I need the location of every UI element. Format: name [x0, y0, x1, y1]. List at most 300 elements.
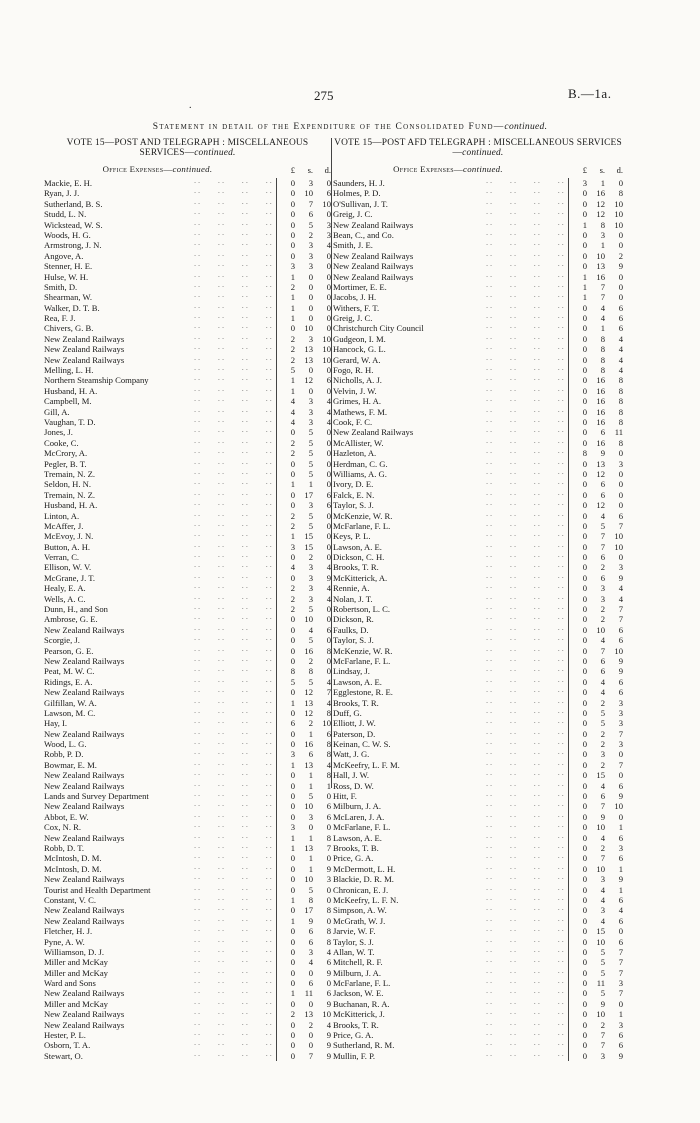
office-expenses-continued: continued.: [462, 164, 503, 174]
expense-row: [44, 375, 331, 385]
payee-cell: [44, 427, 276, 437]
amount-cell: [568, 500, 623, 510]
payee-name: McKeefry, L. F. N.: [333, 895, 401, 905]
expense-row: [333, 313, 623, 323]
amount-cell: [276, 469, 331, 479]
pence-value: 4: [326, 562, 331, 573]
shillings-header: s.: [599, 165, 605, 175]
shillings-value: 16: [596, 385, 605, 396]
expense-row: [44, 791, 331, 801]
amount-cell: [568, 552, 623, 562]
pence-value: 0: [326, 915, 331, 926]
pounds-value: 0: [582, 229, 587, 240]
payee-cell: [333, 833, 568, 843]
payee-cell: [44, 272, 276, 282]
amount-cell: [568, 230, 623, 240]
pounds-value: 4: [290, 562, 295, 573]
amount-cell: [568, 708, 623, 718]
vote-heading-continued: continued.: [194, 148, 236, 158]
pence-value: 0: [326, 261, 331, 272]
payee-cell: [333, 978, 568, 988]
shillings-value: 4: [600, 510, 605, 521]
shillings-value: 1: [600, 178, 605, 188]
shillings-value: 3: [308, 406, 313, 417]
expense-row: [44, 729, 331, 739]
amount-cell: [568, 490, 623, 500]
pounds-value: 6: [290, 718, 295, 729]
shillings-value: 3: [600, 1050, 605, 1061]
pence-value: 0: [326, 614, 331, 625]
amount-cell: [276, 729, 331, 739]
payee-name: Hester, P. L.: [44, 1030, 89, 1040]
pounds-value: 1: [290, 385, 295, 396]
pence-value: 0: [618, 770, 623, 781]
shillings-value: 5: [308, 458, 313, 469]
pounds-value: 0: [582, 697, 587, 708]
expense-row: [333, 864, 623, 874]
pounds-value: 8: [582, 448, 587, 459]
pounds-value: 0: [582, 822, 587, 833]
amount-cell: [276, 511, 331, 521]
payee-name: Nicholls, A. J.: [333, 375, 385, 385]
pounds-value: 4: [290, 396, 295, 407]
shillings-value: 3: [600, 749, 605, 760]
expense-row: [44, 594, 331, 604]
amount-cell: [276, 220, 331, 230]
expense-row: [44, 646, 331, 656]
expense-row: [44, 916, 331, 926]
expense-row: [44, 968, 331, 978]
pence-value: 9: [618, 791, 623, 802]
shillings-value: 5: [600, 967, 605, 978]
payee-name: Mullin, F. P.: [333, 1051, 378, 1061]
payee-name: McFarlane, F. L.: [333, 521, 393, 531]
shillings-value: 2: [308, 718, 313, 729]
expense-row: [44, 947, 331, 957]
shillings-value: 5: [308, 635, 313, 646]
amount-cell: [568, 874, 623, 884]
pence-value: 0: [326, 178, 331, 188]
shillings-value: 8: [308, 894, 313, 905]
amount-cell: [276, 1040, 331, 1050]
amount-cell: [568, 916, 623, 926]
shillings-value: 0: [308, 292, 313, 303]
pounds-value: 0: [290, 635, 295, 646]
expense-row: [333, 583, 623, 593]
shillings-value: 0: [308, 967, 313, 978]
pounds-value: 0: [290, 853, 295, 864]
payee-name: Fogo, R. H.: [333, 365, 376, 375]
expense-row: [44, 957, 331, 967]
pounds-value: 0: [290, 946, 295, 957]
pounds-value: 0: [582, 416, 587, 427]
payee-cell: [333, 895, 568, 905]
shillings-value: 13: [596, 458, 605, 469]
expense-row: [333, 843, 623, 853]
payee-cell: [333, 220, 568, 230]
payee-cell: [44, 1040, 276, 1050]
shillings-value: 5: [600, 707, 605, 718]
shillings-value: 16: [596, 396, 605, 407]
margin-mark: .: [189, 100, 192, 111]
payee-cell: [333, 770, 568, 780]
payee-cell: [44, 687, 276, 697]
pence-value: 6: [618, 676, 623, 687]
payee-cell: [44, 500, 276, 510]
expense-row: [44, 833, 331, 843]
shillings-value: 1: [308, 479, 313, 490]
expense-row: [44, 677, 331, 687]
shillings-value: 8: [600, 354, 605, 365]
pounds-value: 0: [582, 666, 587, 677]
shillings-value: 2: [600, 697, 605, 708]
amount-cell: [568, 968, 623, 978]
expense-row: [333, 396, 623, 406]
amount-cell: [568, 386, 623, 396]
payee-name: Husband, H. A.: [44, 500, 100, 510]
expense-row: [44, 386, 331, 396]
statement-title-text: Statement in detail of the Expenditure of the Consolidated Fund—: [152, 122, 505, 132]
expense-row: [44, 396, 331, 406]
pence-value: 6: [618, 780, 623, 791]
payee-name: Jackson, W. E.: [333, 988, 386, 998]
amount-cell: [276, 188, 331, 198]
pounds-value: 0: [290, 728, 295, 739]
expense-row: [333, 895, 623, 905]
amount-cell: [276, 500, 331, 510]
pence-value: 0: [326, 884, 331, 895]
payee-cell: [44, 895, 276, 905]
pounds-value: 0: [290, 957, 295, 968]
payee-name: Jacobs, J. H.: [333, 292, 379, 302]
payee-name: Christchurch City Council: [333, 323, 427, 333]
payee-name: New Zealand Railways: [44, 687, 127, 697]
payee-name: McFarlane, F. L.: [333, 822, 393, 832]
amount-cell: [276, 375, 331, 385]
expense-row: [44, 905, 331, 915]
payee-name: Jones, J.: [44, 427, 76, 437]
amount-cell: [568, 957, 623, 967]
pounds-value: 0: [582, 333, 587, 344]
pence-value: 10: [614, 209, 623, 220]
shillings-value: 5: [600, 946, 605, 957]
pence-value: 4: [326, 697, 331, 708]
amount-cell: [568, 282, 623, 292]
expense-row: [333, 209, 623, 219]
amount-cell: [568, 261, 623, 271]
payee-name: Bowmar, E. M.: [44, 760, 100, 770]
pence-value: 8: [618, 375, 623, 386]
pounds-value: 1: [290, 313, 295, 324]
payee-cell: [333, 562, 568, 572]
pence-value: 0: [618, 448, 623, 459]
pence-value: 4: [618, 333, 623, 344]
shillings-value: 5: [308, 791, 313, 802]
payee-cell: [44, 822, 276, 832]
statement-title: [0, 122, 700, 132]
payee-name: New Zealand Railways: [44, 625, 127, 635]
amount-cell: [568, 542, 623, 552]
pounds-value: 0: [582, 936, 587, 947]
payee-name: McKenzie, W. R.: [333, 646, 395, 656]
pence-value: 6: [326, 801, 331, 812]
payee-name: New Zealand Railways: [44, 801, 127, 811]
shillings-value: 17: [304, 489, 313, 500]
payee-name: Wood, L. G.: [44, 739, 90, 749]
pence-value: 6: [618, 635, 623, 646]
shillings-value: 7: [600, 1030, 605, 1041]
expense-row: [333, 801, 623, 811]
shillings-value: 4: [600, 313, 605, 324]
pounds-value: 2: [290, 510, 295, 521]
pounds-value: 2: [290, 1009, 295, 1020]
pounds-value: 2: [290, 281, 295, 292]
expense-row: [333, 344, 623, 354]
payee-cell: [333, 604, 568, 614]
pence-value: 9: [618, 874, 623, 885]
office-expenses-text: Office Expenses—: [393, 164, 463, 174]
pence-value: 1: [618, 884, 623, 895]
amount-cell: [568, 272, 623, 282]
pence-value: 6: [618, 510, 623, 521]
payee-cell: [333, 272, 568, 282]
expense-row: [44, 500, 331, 510]
payee-name: Gilfillan, W. A.: [44, 698, 100, 708]
expense-row: [333, 417, 623, 427]
pounds-value: 1: [582, 292, 587, 303]
pounds-value: 0: [290, 219, 295, 230]
payee-cell: [333, 375, 568, 385]
payee-cell: [44, 853, 276, 863]
payee-name: McFarlane, F. L.: [333, 656, 393, 666]
expense-row: [44, 1051, 331, 1061]
shillings-value: 10: [596, 250, 605, 261]
payee-cell: [44, 438, 276, 448]
pence-value: 0: [326, 437, 331, 448]
shillings-value: 12: [596, 198, 605, 209]
shillings-value: 2: [600, 728, 605, 739]
pounds-value: 1: [290, 843, 295, 853]
pounds-value: 0: [582, 749, 587, 760]
payee-cell: [333, 292, 568, 302]
pence-value: 11: [614, 427, 623, 438]
pounds-value: 0: [582, 843, 587, 853]
amount-cell: [276, 739, 331, 749]
payee-name: Seldon, H. N.: [44, 479, 94, 489]
shillings-value: 5: [600, 520, 605, 531]
pence-value: 7: [618, 967, 623, 978]
amount-cell: [568, 988, 623, 998]
payee-cell: [44, 344, 276, 354]
pence-value: 8: [618, 396, 623, 407]
pounds-value: 0: [582, 770, 587, 781]
pounds-value: 0: [582, 437, 587, 448]
expense-row: [44, 937, 331, 947]
pence-value: 0: [326, 791, 331, 802]
payee-cell: [333, 1030, 568, 1040]
shillings-value: 9: [600, 811, 605, 822]
shillings-value: 3: [600, 583, 605, 594]
payee-cell: [333, 500, 568, 510]
amount-cell: [568, 1040, 623, 1050]
amount-cell: [276, 947, 331, 957]
payee-cell: [333, 251, 568, 261]
amount-cell: [568, 188, 623, 198]
pence-value: 6: [326, 375, 331, 386]
pence-value: 0: [326, 302, 331, 313]
pence-value: 8: [326, 707, 331, 718]
amount-cell: [568, 355, 623, 365]
shillings-value: 4: [600, 635, 605, 646]
payee-cell: [44, 635, 276, 645]
shillings-value: 10: [304, 801, 313, 812]
amount-cell: [568, 365, 623, 375]
shillings-value: 10: [304, 188, 313, 199]
shillings-value: 8: [600, 333, 605, 344]
payee-name: Gill, A.: [44, 407, 73, 417]
shillings-value: 4: [600, 780, 605, 791]
pounds-value: 0: [582, 385, 587, 396]
office-expenses-heading: [44, 164, 271, 174]
shillings-value: 15: [596, 770, 605, 781]
amount-cell: [568, 199, 623, 209]
payee-name: Hazleton, A.: [333, 448, 379, 458]
payee-name: Saunders, H. J.: [333, 178, 388, 188]
shillings-value: 11: [596, 978, 605, 989]
shillings-value: 5: [308, 219, 313, 230]
expense-row: [44, 718, 331, 728]
shillings-value: 8: [308, 666, 313, 677]
payee-cell: [333, 968, 568, 978]
column-divider: [331, 138, 332, 788]
amount-cell: [276, 968, 331, 978]
pounds-value: 0: [582, 593, 587, 604]
expense-row: [44, 427, 331, 437]
pence-value: 0: [618, 749, 623, 760]
pence-value: 6: [618, 313, 623, 324]
pence-value: 10: [322, 354, 331, 365]
pence-value: 0: [618, 468, 623, 479]
payee-cell: [44, 812, 276, 822]
amount-cell: [276, 999, 331, 1009]
pence-value: 0: [326, 209, 331, 220]
shillings-value: 2: [600, 759, 605, 770]
pounds-value: 0: [290, 198, 295, 209]
payee-cell: [333, 1020, 568, 1030]
expense-row: [333, 760, 623, 770]
pounds-value: 0: [290, 998, 295, 1009]
amount-cell: [276, 978, 331, 988]
pounds-value: 0: [582, 884, 587, 895]
payee-cell: [44, 209, 276, 219]
payee-cell: [44, 885, 276, 895]
shillings-value: 1: [308, 863, 313, 874]
pence-value: 8: [326, 926, 331, 937]
pence-value: 6: [618, 1030, 623, 1041]
expense-row: [44, 895, 331, 905]
amount-cell: [568, 791, 623, 801]
amount-cell: [276, 1030, 331, 1040]
payee-name: Taylor, S. J.: [333, 635, 377, 645]
payee-cell: [44, 594, 276, 604]
pounds-value: 0: [290, 791, 295, 802]
expense-row: [44, 251, 331, 261]
payee-cell: [44, 1051, 276, 1061]
payee-cell: [44, 417, 276, 427]
amount-cell: [276, 521, 331, 531]
payee-cell: [333, 999, 568, 1009]
payee-name: Taylor, S. J.: [333, 500, 377, 510]
payee-name: Linton, A.: [44, 511, 82, 521]
payee-cell: [333, 916, 568, 926]
pounds-value: 0: [582, 791, 587, 802]
pounds-value: 0: [582, 302, 587, 313]
pounds-value: 0: [290, 780, 295, 791]
payee-name: Smith, D.: [44, 282, 80, 292]
pence-value: 0: [326, 978, 331, 989]
pence-value: 0: [326, 365, 331, 376]
shillings-value: 15: [596, 926, 605, 937]
pence-value: 0: [326, 510, 331, 521]
expense-row: [333, 251, 623, 261]
amount-cell: [568, 853, 623, 863]
expense-row: [333, 479, 623, 489]
payee-name: Hancock, G. L.: [333, 344, 389, 354]
payee-cell: [333, 261, 568, 271]
pence-value: 6: [618, 894, 623, 905]
pounds-value: 0: [582, 323, 587, 334]
shillings-value: 3: [600, 905, 605, 916]
expense-row: [44, 656, 331, 666]
pence-value: 3: [326, 229, 331, 240]
payee-cell: [44, 1030, 276, 1040]
pence-value: 0: [326, 604, 331, 615]
expense-row: [44, 240, 331, 250]
amount-cell: [568, 937, 623, 947]
payee-cell: [44, 511, 276, 521]
shillings-value: 5: [600, 718, 605, 729]
shillings-value: 7: [600, 292, 605, 303]
pounds-value: 0: [582, 552, 587, 563]
shillings-value: 1: [308, 853, 313, 864]
payee-name: New Zealand Railways: [44, 874, 127, 884]
expense-row: [333, 469, 623, 479]
amount-cell: [568, 375, 623, 385]
shillings-value: 5: [308, 427, 313, 438]
expense-row: [333, 646, 623, 656]
payee-cell: [44, 604, 276, 614]
payee-cell: [44, 396, 276, 406]
pence-value: 0: [618, 271, 623, 282]
amount-cell: [276, 812, 331, 822]
payee-cell: [333, 760, 568, 770]
expense-row: [333, 947, 623, 957]
amount-cell: [276, 708, 331, 718]
pounds-value: 0: [582, 614, 587, 625]
payee-name: Pegler, B. T.: [44, 459, 90, 469]
pence-value: 0: [326, 531, 331, 542]
shillings-value: 2: [600, 1019, 605, 1030]
pounds-value: 0: [290, 323, 295, 334]
payee-name: Woods, H. G.: [44, 230, 94, 240]
payee-cell: [333, 355, 568, 365]
shillings-value: 10: [596, 936, 605, 947]
pounds-value: 0: [582, 344, 587, 355]
payee-cell: [333, 552, 568, 562]
payee-cell: [333, 521, 568, 531]
payee-cell: [44, 188, 276, 198]
payee-cell: [44, 978, 276, 988]
